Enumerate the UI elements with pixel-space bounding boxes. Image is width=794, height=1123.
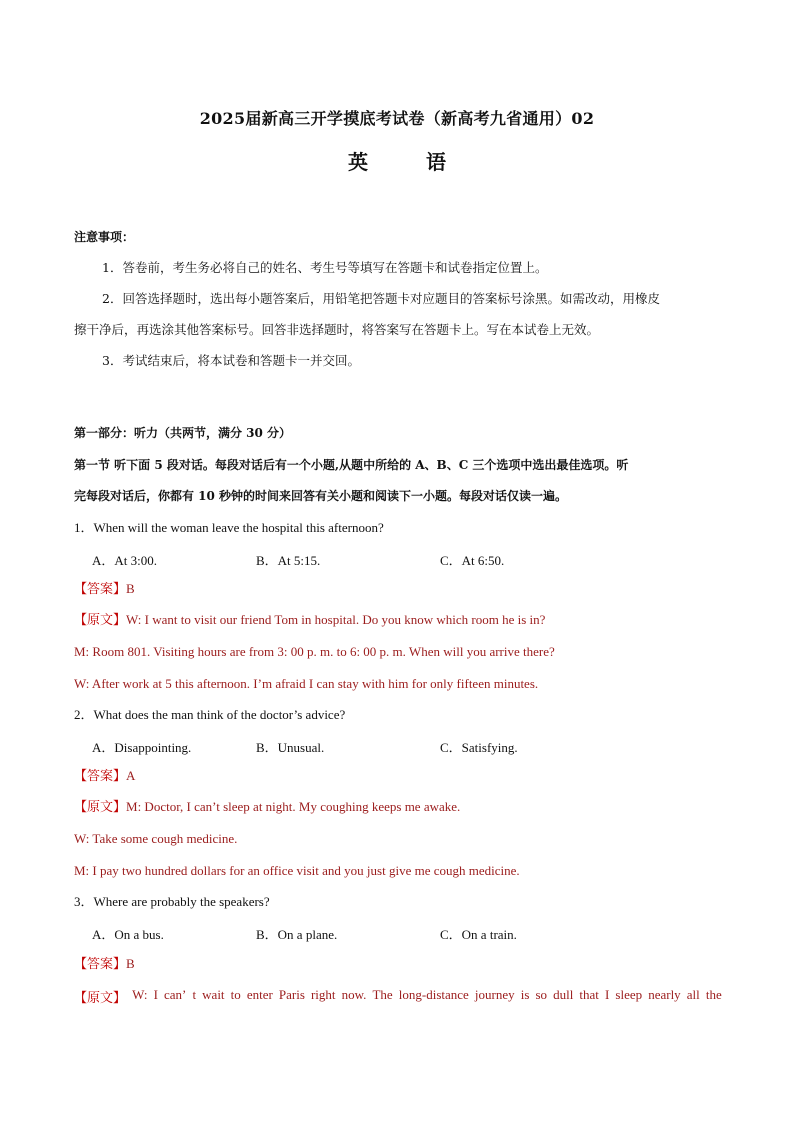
subject-title — [0, 146, 794, 175]
option-c: C．On a train. — [440, 927, 517, 942]
transcript-word: The — [372, 987, 393, 1002]
answer-label: 【答案】 — [74, 957, 127, 972]
transcript-text: M: Doctor, I can’t sleep at night. My coughing keeps me awake. — [126, 799, 461, 814]
transcript-label: 【原文】 — [74, 613, 127, 628]
transcript-word: enter — [246, 987, 273, 1002]
transcript-word: now. — [341, 987, 367, 1002]
answer-value: A — [126, 768, 136, 783]
answer-label: 【答案】 — [74, 769, 127, 784]
transcript-text: M: I pay two hundred dollars for an office visit and you just give me cough medicine. — [74, 863, 520, 878]
option-b: B．On a plane. — [256, 927, 338, 942]
subject-char-2: 语 — [426, 150, 446, 174]
transcript-word: can’ — [164, 987, 187, 1002]
option-a: A．Disappointing. — [92, 740, 192, 755]
transcript-line — [74, 987, 722, 1006]
transcript-word: dull — [553, 987, 574, 1002]
transcript-word: Paris — [278, 987, 305, 1002]
answer-line — [74, 767, 135, 786]
section-instructions-line-1: 第一节 听下面 5 段对话。每段对话后有一个小题,从题中所给的 A、B、C 三个选项中选出最佳选项。听 — [74, 458, 629, 472]
section-instructions-line-2: 完每段对话后，你都有 10 秒钟的时间来回答有关小题和阅读下一小题。每段对话仅读一遍。 — [74, 489, 568, 503]
transcript-word: I — [153, 987, 158, 1002]
notice-item-3: 3．考试结束后，将本试卷和答题卡一并交回。 — [102, 353, 360, 368]
transcript-word: nearly — [648, 987, 681, 1002]
option-a: A．On a bus. — [92, 927, 164, 942]
transcript-text: M: Room 801. Visiting hours are from 3: 00 p. m. to 6: 00 p. m. When will you arrive there? — [74, 644, 555, 659]
transcript-label: 【原文】 — [74, 991, 127, 1006]
notice-item-2-line-1: 2．回答选择题时，选出每小题答案后，用铅笔把答题卡对应题目的答案标号涂黑。如需改动，用橡皮 — [102, 291, 660, 306]
notice-item-2-line-2: 擦干净后，再选涂其他答案标号。回答非选择题时，将答案写在答题卡上。写在本试卷上无效。 — [74, 322, 600, 337]
notice-item-1: 1．答卷前，考生务必将自己的姓名、考生号等填写在答题卡和试卷指定位置上。 — [102, 260, 548, 275]
transcript-word: W: — [132, 987, 148, 1002]
transcript-word: that — [579, 987, 599, 1002]
transcript-word: wait — [202, 987, 225, 1002]
transcript-word: sleep — [615, 987, 643, 1002]
transcript-text: W: After work at 5 this afternoon. I’m afraid I can stay with him for only fifteen minutes. — [74, 676, 539, 691]
answer-line — [74, 955, 135, 974]
transcript-word: long-distance — [398, 987, 469, 1002]
question-stem: 3．Where are probably the speakers? — [74, 894, 270, 909]
option-a: A．At 3:00. — [92, 553, 158, 568]
transcript-word: I — [604, 987, 610, 1002]
option-c: C．At 6:50. — [440, 553, 505, 568]
transcript-word: to — [230, 987, 241, 1002]
notice-heading: 注意事项： — [74, 230, 135, 244]
exam-title: 2025届新高三开学摸底考试卷（新高考九省通用）02 — [199, 109, 595, 128]
transcript-word: the — [705, 987, 722, 1002]
answer-value: B — [126, 581, 135, 596]
transcript-word: is — [520, 987, 530, 1002]
option-b: B．At 5:15. — [256, 553, 321, 568]
transcript-text: W: Take some cough medicine. — [74, 831, 238, 846]
transcript-line — [74, 611, 545, 630]
transcript-word: so — [535, 987, 548, 1002]
transcript-line — [74, 798, 460, 817]
question-stem: 2．What does the man think of the doctor’s advice? — [74, 707, 346, 722]
part-heading: 第一部分：听力（共两节，满分 30 分） — [74, 426, 292, 440]
answer-label: 【答案】 — [74, 582, 127, 597]
answer-line — [74, 580, 135, 599]
transcript-text: W: I want to visit our friend Tom in hospital. Do you know which room he is in? — [126, 612, 546, 627]
subject-char-1: 英 — [348, 150, 368, 174]
option-c: C．Satisfying. — [440, 740, 518, 755]
transcript-word: journey — [474, 987, 515, 1002]
question-stem: 1．When will the woman leave the hospital this afternoon? — [74, 520, 384, 535]
transcript-word: all — [686, 987, 700, 1002]
transcript-label: 【原文】 — [74, 800, 127, 815]
transcript-word: right — [310, 987, 336, 1002]
transcript-word: t — [192, 987, 197, 1002]
answer-value: B — [126, 956, 135, 971]
option-b: B．Unusual. — [256, 740, 325, 755]
